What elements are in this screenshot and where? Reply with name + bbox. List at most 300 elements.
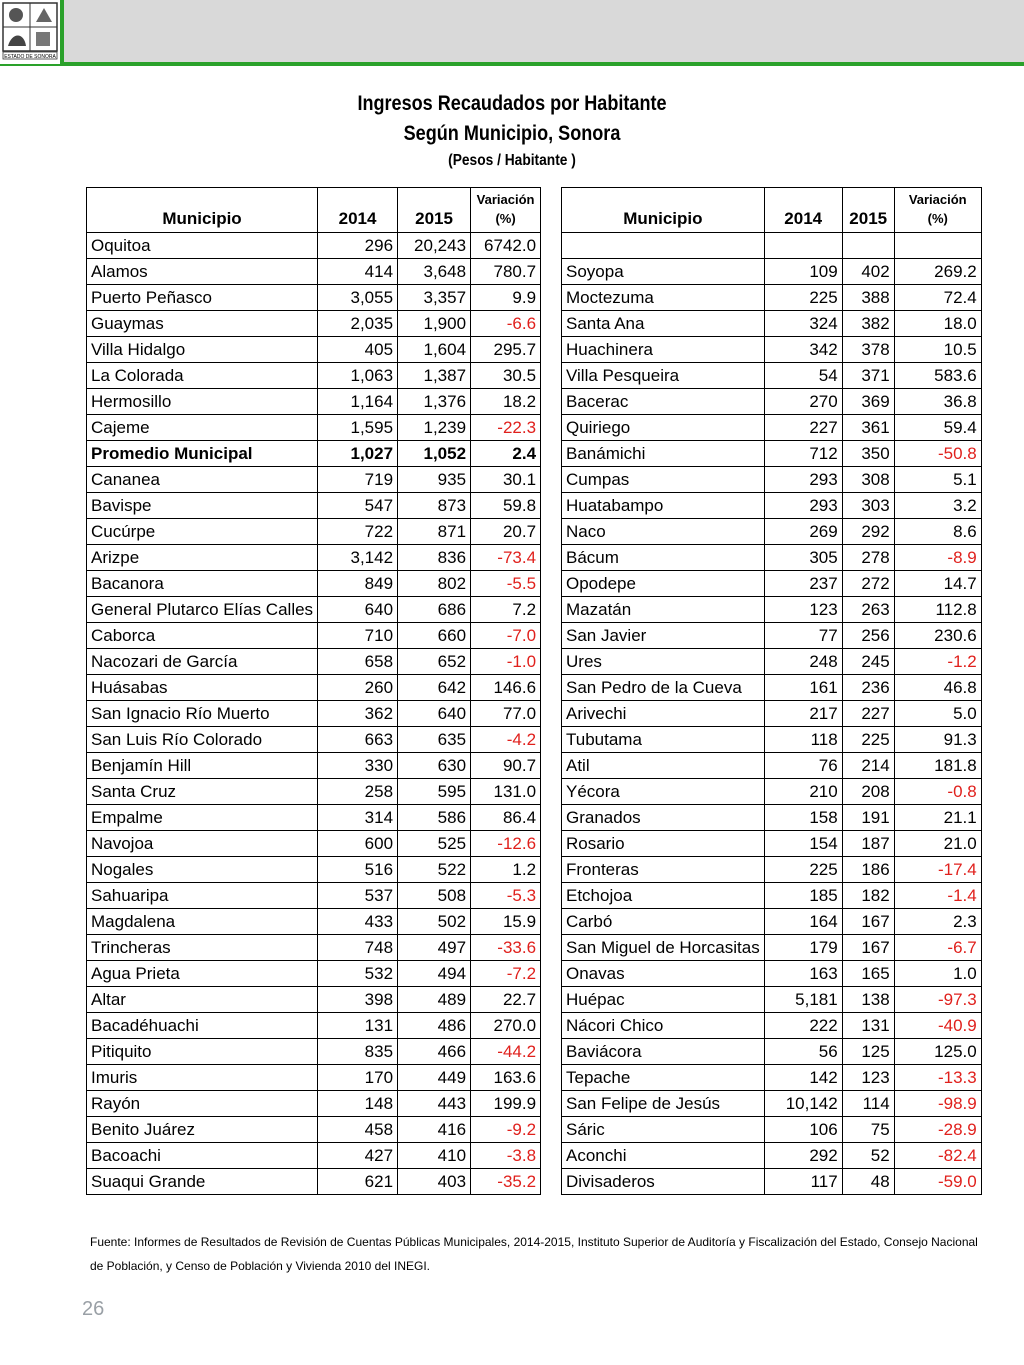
- value-2015-cell: 361: [842, 415, 894, 441]
- value-2014-cell: 5,181: [764, 987, 842, 1013]
- variation-cell: 199.9: [471, 1091, 541, 1117]
- value-2015-cell: 443: [398, 1091, 471, 1117]
- value-2014-cell: 296: [318, 233, 398, 259]
- variation-cell: -1.0: [471, 649, 541, 675]
- value-2015-cell: 449: [398, 1065, 471, 1091]
- table-row: [562, 467, 982, 493]
- municipio-cell: Benjamín Hill: [87, 753, 318, 779]
- table-row: [562, 623, 982, 649]
- value-2015-cell: 502: [398, 909, 471, 935]
- municipio-cell: Oquitoa: [87, 233, 318, 259]
- variation-cell: 230.6: [894, 623, 981, 649]
- value-2014-cell: 148: [318, 1091, 398, 1117]
- municipio-cell: Cananea: [87, 467, 318, 493]
- value-2015-cell: 167: [842, 935, 894, 961]
- municipio-cell: Quiriego: [562, 415, 765, 441]
- value-2014-cell: 1,164: [318, 389, 398, 415]
- table-row: [562, 597, 982, 623]
- table-row: [87, 363, 541, 389]
- variation-cell: 1.2: [471, 857, 541, 883]
- value-2015-cell: 114: [842, 1091, 894, 1117]
- municipio-cell: Caborca: [87, 623, 318, 649]
- value-2014-cell: 2,035: [318, 311, 398, 337]
- value-2014-cell: 293: [764, 467, 842, 493]
- value-2014-cell: 76: [764, 753, 842, 779]
- value-2014-cell: 3,142: [318, 545, 398, 571]
- municipio-cell: Huépac: [562, 987, 765, 1013]
- table-row: [562, 545, 982, 571]
- municipio-cell: Onavas: [562, 961, 765, 987]
- value-2015-cell: 836: [398, 545, 471, 571]
- value-2014-cell: 414: [318, 259, 398, 285]
- table-row: [562, 701, 982, 727]
- variation-cell: -3.8: [471, 1143, 541, 1169]
- value-2015-cell: 382: [842, 311, 894, 337]
- variation-cell: 2.3: [894, 909, 981, 935]
- col-header-variacion: [471, 188, 541, 233]
- value-2015-cell: 935: [398, 467, 471, 493]
- municipio-cell: Arivechi: [562, 701, 765, 727]
- col-header-2015: 2015: [842, 188, 894, 233]
- municipio-cell: Yécora: [562, 779, 765, 805]
- table-row: [87, 1039, 541, 1065]
- value-2014-cell: 225: [764, 857, 842, 883]
- col-header-municipio: Municipio: [87, 188, 318, 233]
- variation-cell: -13.3: [894, 1065, 981, 1091]
- value-2015-cell: 186: [842, 857, 894, 883]
- variation-cell: 20.7: [471, 519, 541, 545]
- value-2015-cell: 131: [842, 1013, 894, 1039]
- value-2015-cell: 1,239: [398, 415, 471, 441]
- value-2014-cell: 516: [318, 857, 398, 883]
- variation-cell: -59.0: [894, 1169, 981, 1195]
- municipio-cell: San Felipe de Jesús: [562, 1091, 765, 1117]
- value-2014-cell: 663: [318, 727, 398, 753]
- variation-cell: 5.1: [894, 467, 981, 493]
- table-row: [87, 467, 541, 493]
- table-row: [562, 571, 982, 597]
- municipio-cell: Aconchi: [562, 1143, 765, 1169]
- value-2014-cell: 131: [318, 1013, 398, 1039]
- value-2014-cell: 222: [764, 1013, 842, 1039]
- value-2015-cell: 652: [398, 649, 471, 675]
- value-2014-cell: 154: [764, 831, 842, 857]
- value-2015-cell: 371: [842, 363, 894, 389]
- variation-cell: 181.8: [894, 753, 981, 779]
- value-2014-cell: 305: [764, 545, 842, 571]
- municipio-cell: La Colorada: [87, 363, 318, 389]
- col-header-2014: 2014: [764, 188, 842, 233]
- municipio-cell: San Luis Río Colorado: [87, 727, 318, 753]
- value-2014-cell: 621: [318, 1169, 398, 1195]
- municipio-cell: Granados: [562, 805, 765, 831]
- table-row: [562, 753, 982, 779]
- municipio-cell: Nacozari de García: [87, 649, 318, 675]
- variation-cell: 163.6: [471, 1065, 541, 1091]
- value-2014-cell: 293: [764, 493, 842, 519]
- table-row: [87, 493, 541, 519]
- table-row: [562, 1169, 982, 1195]
- value-2014-cell: 719: [318, 467, 398, 493]
- value-2014-cell: 292: [764, 1143, 842, 1169]
- variation-cell: -1.2: [894, 649, 981, 675]
- table-left-body: [87, 233, 541, 1195]
- value-2015-cell: 522: [398, 857, 471, 883]
- municipio-cell: Huatabampo: [562, 493, 765, 519]
- variation-cell: -7.2: [471, 961, 541, 987]
- variation-cell: 146.6: [471, 675, 541, 701]
- municipio-cell: Promedio Municipal: [87, 441, 318, 467]
- source-footnote: Fuente: Informes de Resultados de Revisión de Cuentas Públicas Municipales, 2014-2015, Instituto Superior de Auditoría y Fiscalización del Estado, Consejo Nacional de Población, y Censo de Población y Vivienda 2010 del INEGI.: [90, 1235, 978, 1273]
- variation-cell: 21.1: [894, 805, 981, 831]
- value-2014-cell: 258: [318, 779, 398, 805]
- table-row: [87, 623, 541, 649]
- variation-cell: 18.0: [894, 311, 981, 337]
- value-2014-cell: 10,142: [764, 1091, 842, 1117]
- value-2015-cell: 123: [842, 1065, 894, 1091]
- municipio-cell: Villa Hidalgo: [87, 337, 318, 363]
- value-2015-cell: 292: [842, 519, 894, 545]
- table-row: [87, 1013, 541, 1039]
- value-2015-cell: 3,648: [398, 259, 471, 285]
- value-2015-cell: 3,357: [398, 285, 471, 311]
- page-title: Ingresos Recaudados por Habitante: [357, 92, 667, 115]
- value-2015-cell: 138: [842, 987, 894, 1013]
- table-row: [87, 415, 541, 441]
- value-2014-cell: 179: [764, 935, 842, 961]
- table-right-body: [562, 233, 982, 1195]
- value-2014-cell: 330: [318, 753, 398, 779]
- variation-cell: 10.5: [894, 337, 981, 363]
- variation-cell: -44.2: [471, 1039, 541, 1065]
- value-2015-cell: 635: [398, 727, 471, 753]
- variation-cell: 780.7: [471, 259, 541, 285]
- value-2015-cell: 497: [398, 935, 471, 961]
- variation-cell: 5.0: [894, 701, 981, 727]
- variation-cell: -1.4: [894, 883, 981, 909]
- value-2014-cell: 640: [318, 597, 398, 623]
- variation-cell: 30.5: [471, 363, 541, 389]
- municipio-cell: Bacanora: [87, 571, 318, 597]
- variation-cell: -4.2: [471, 727, 541, 753]
- value-2014-cell: 269: [764, 519, 842, 545]
- value-2015-cell: 686: [398, 597, 471, 623]
- table-row: [562, 779, 982, 805]
- variation-cell: 3.2: [894, 493, 981, 519]
- value-2015-cell: 75: [842, 1117, 894, 1143]
- value-2015-cell: 167: [842, 909, 894, 935]
- variation-cell: 6742.0: [471, 233, 541, 259]
- table-row: [562, 909, 982, 935]
- table-row: [562, 519, 982, 545]
- municipio-cell: San Pedro de la Cueva: [562, 675, 765, 701]
- municipio-cell: Arizpe: [87, 545, 318, 571]
- value-2014-cell: 600: [318, 831, 398, 857]
- municipio-cell: Puerto Peñasco: [87, 285, 318, 311]
- value-2014-cell: 56: [764, 1039, 842, 1065]
- value-2015-cell: 640: [398, 701, 471, 727]
- variation-cell: -73.4: [471, 545, 541, 571]
- value-2015-cell: 489: [398, 987, 471, 1013]
- variation-cell: -9.2: [471, 1117, 541, 1143]
- table-row: [562, 389, 982, 415]
- value-2015-cell: 630: [398, 753, 471, 779]
- value-2014-cell: 658: [318, 649, 398, 675]
- value-2015-cell: 416: [398, 1117, 471, 1143]
- municipio-cell: Banámichi: [562, 441, 765, 467]
- value-2015-cell: 350: [842, 441, 894, 467]
- value-2015-cell: 508: [398, 883, 471, 909]
- municipio-cell: General Plutarco Elías Calles: [87, 597, 318, 623]
- table-row: [562, 675, 982, 701]
- value-2014-cell: 722: [318, 519, 398, 545]
- table-row: [87, 259, 541, 285]
- table-row: [87, 961, 541, 987]
- municipio-cell: Bacerac: [562, 389, 765, 415]
- municipio-cell: Sáric: [562, 1117, 765, 1143]
- municipio-cell: [562, 233, 765, 259]
- variation-cell: -40.9: [894, 1013, 981, 1039]
- variation-cell: -50.8: [894, 441, 981, 467]
- table-row: [562, 441, 982, 467]
- municipio-cell: Carbó: [562, 909, 765, 935]
- value-2014-cell: 123: [764, 597, 842, 623]
- top-bar-accent-line: [0, 62, 1024, 66]
- variation-cell: -35.2: [471, 1169, 541, 1195]
- value-2015-cell: 1,387: [398, 363, 471, 389]
- municipio-cell: Soyopa: [562, 259, 765, 285]
- municipio-cell: Etchojoa: [562, 883, 765, 909]
- value-2014-cell: 142: [764, 1065, 842, 1091]
- variation-cell: -22.3: [471, 415, 541, 441]
- table-row: [87, 675, 541, 701]
- value-2014-cell: 260: [318, 675, 398, 701]
- municipio-cell: Bácum: [562, 545, 765, 571]
- variation-cell: 7.2: [471, 597, 541, 623]
- municipio-cell: Moctezuma: [562, 285, 765, 311]
- variation-cell: 15.9: [471, 909, 541, 935]
- municipio-cell: Guaymas: [87, 311, 318, 337]
- table-header-row: [87, 188, 541, 233]
- value-2014-cell: 163: [764, 961, 842, 987]
- table-row: [562, 831, 982, 857]
- municipio-cell: Navojoa: [87, 831, 318, 857]
- variation-cell: -98.9: [894, 1091, 981, 1117]
- value-2014-cell: 748: [318, 935, 398, 961]
- value-2014-cell: 227: [764, 415, 842, 441]
- municipio-cell: Altar: [87, 987, 318, 1013]
- variation-cell: 14.7: [894, 571, 981, 597]
- value-2014-cell: 248: [764, 649, 842, 675]
- table-row: [87, 831, 541, 857]
- logo-caption: ESTADO DE SONORA: [4, 54, 56, 60]
- variation-cell: 36.8: [894, 389, 981, 415]
- municipio-cell: Rosario: [562, 831, 765, 857]
- variation-cell: 30.1: [471, 467, 541, 493]
- value-2014-cell: 314: [318, 805, 398, 831]
- variation-cell: -97.3: [894, 987, 981, 1013]
- table-row: [87, 701, 541, 727]
- value-2014-cell: [764, 233, 842, 259]
- municipio-cell: Empalme: [87, 805, 318, 831]
- table-row: [562, 935, 982, 961]
- municipio-cell: Tepache: [562, 1065, 765, 1091]
- col-header-2015: 2015: [398, 188, 471, 233]
- variation-cell: 112.8: [894, 597, 981, 623]
- value-2015-cell: 1,604: [398, 337, 471, 363]
- municipio-cell: Rayón: [87, 1091, 318, 1117]
- value-2014-cell: 54: [764, 363, 842, 389]
- variation-cell: -0.8: [894, 779, 981, 805]
- value-2015-cell: 214: [842, 753, 894, 779]
- variation-cell: -6.6: [471, 311, 541, 337]
- variation-cell: -8.9: [894, 545, 981, 571]
- municipio-cell: Huásabas: [87, 675, 318, 701]
- variation-cell: -5.3: [471, 883, 541, 909]
- municipio-cell: Divisaderos: [562, 1169, 765, 1195]
- table-row: [562, 649, 982, 675]
- variation-cell: -5.5: [471, 571, 541, 597]
- table-row: [562, 337, 982, 363]
- municipio-cell: Cajeme: [87, 415, 318, 441]
- value-2015-cell: 278: [842, 545, 894, 571]
- table-row: [562, 311, 982, 337]
- value-2014-cell: 537: [318, 883, 398, 909]
- table-row: [562, 987, 982, 1013]
- value-2014-cell: 849: [318, 571, 398, 597]
- table-row: [87, 987, 541, 1013]
- municipio-cell: Pitiquito: [87, 1039, 318, 1065]
- table-row: [87, 519, 541, 545]
- table-row: [87, 935, 541, 961]
- variation-cell: -17.4: [894, 857, 981, 883]
- value-2015-cell: 20,243: [398, 233, 471, 259]
- municipio-cell: Alamos: [87, 259, 318, 285]
- municipio-cell: Santa Cruz: [87, 779, 318, 805]
- municipio-cell: San Miguel de Horcasitas: [562, 935, 765, 961]
- value-2015-cell: 52: [842, 1143, 894, 1169]
- variation-cell: 295.7: [471, 337, 541, 363]
- table-row: [87, 1091, 541, 1117]
- table-row: [87, 1117, 541, 1143]
- value-2015-cell: 402: [842, 259, 894, 285]
- municipio-cell: Hermosillo: [87, 389, 318, 415]
- variation-cell: 59.4: [894, 415, 981, 441]
- variation-cell: -28.9: [894, 1117, 981, 1143]
- value-2014-cell: 237: [764, 571, 842, 597]
- table-row: [562, 857, 982, 883]
- table-row: [87, 1169, 541, 1195]
- variation-cell: 46.8: [894, 675, 981, 701]
- value-2015-cell: 48: [842, 1169, 894, 1195]
- col-header-2014: 2014: [318, 188, 398, 233]
- table-row: [87, 779, 541, 805]
- value-2015-cell: 466: [398, 1039, 471, 1065]
- value-2014-cell: 342: [764, 337, 842, 363]
- municipio-cell: Ures: [562, 649, 765, 675]
- value-2014-cell: 77: [764, 623, 842, 649]
- variation-cell: 270.0: [471, 1013, 541, 1039]
- value-2015-cell: 303: [842, 493, 894, 519]
- table-row: [87, 857, 541, 883]
- value-2014-cell: 185: [764, 883, 842, 909]
- table-row: [87, 311, 541, 337]
- value-2014-cell: 161: [764, 675, 842, 701]
- variation-cell: 269.2: [894, 259, 981, 285]
- value-2015-cell: 208: [842, 779, 894, 805]
- value-2015-cell: 1,900: [398, 311, 471, 337]
- value-2015-cell: 187: [842, 831, 894, 857]
- value-2015-cell: 525: [398, 831, 471, 857]
- value-2014-cell: 117: [764, 1169, 842, 1195]
- municipio-cell: Mazatán: [562, 597, 765, 623]
- table-row: [562, 805, 982, 831]
- table-row: [87, 597, 541, 623]
- municipio-cell: Opodepe: [562, 571, 765, 597]
- municipio-cell: Bacadéhuachi: [87, 1013, 318, 1039]
- municipio-cell: Cucúrpe: [87, 519, 318, 545]
- table-header-row: [562, 188, 982, 233]
- variation-cell: 583.6: [894, 363, 981, 389]
- variation-cell: 91.3: [894, 727, 981, 753]
- variation-cell: -7.0: [471, 623, 541, 649]
- municipio-cell: Santa Ana: [562, 311, 765, 337]
- value-2015-cell: 256: [842, 623, 894, 649]
- table-row: [562, 1065, 982, 1091]
- variation-cell: 2.4: [471, 441, 541, 467]
- table-row: [87, 649, 541, 675]
- value-2015-cell: [842, 233, 894, 259]
- table-row: [562, 1091, 982, 1117]
- table-row: [87, 753, 541, 779]
- variation-cell: [894, 233, 981, 259]
- value-2015-cell: 182: [842, 883, 894, 909]
- value-2015-cell: 486: [398, 1013, 471, 1039]
- value-2014-cell: 1,595: [318, 415, 398, 441]
- value-2015-cell: 369: [842, 389, 894, 415]
- value-2014-cell: 210: [764, 779, 842, 805]
- municipio-cell: Fronteras: [562, 857, 765, 883]
- municipio-cell: Baviácora: [562, 1039, 765, 1065]
- table-row: [562, 363, 982, 389]
- table-row: [562, 259, 982, 285]
- variation-cell: 8.6: [894, 519, 981, 545]
- state-logo: [0, 0, 64, 64]
- col-header-variacion-label: Variación: [476, 192, 535, 207]
- variation-cell: 86.4: [471, 805, 541, 831]
- municipio-cell: Nogales: [87, 857, 318, 883]
- municipio-cell: Trincheras: [87, 935, 318, 961]
- page-units: (Pesos / Habitante ): [448, 152, 576, 169]
- value-2015-cell: 871: [398, 519, 471, 545]
- value-2014-cell: 547: [318, 493, 398, 519]
- value-2015-cell: 191: [842, 805, 894, 831]
- value-2015-cell: 227: [842, 701, 894, 727]
- municipio-cell: Villa Pesqueira: [562, 363, 765, 389]
- table-row: [562, 1013, 982, 1039]
- value-2015-cell: 263: [842, 597, 894, 623]
- value-2014-cell: 362: [318, 701, 398, 727]
- value-2014-cell: 170: [318, 1065, 398, 1091]
- table-row: [87, 389, 541, 415]
- value-2015-cell: 802: [398, 571, 471, 597]
- value-2014-cell: 270: [764, 389, 842, 415]
- value-2015-cell: 378: [842, 337, 894, 363]
- municipio-cell: San Ignacio Río Muerto: [87, 701, 318, 727]
- municipio-cell: Tubutama: [562, 727, 765, 753]
- value-2014-cell: 405: [318, 337, 398, 363]
- value-2014-cell: 106: [764, 1117, 842, 1143]
